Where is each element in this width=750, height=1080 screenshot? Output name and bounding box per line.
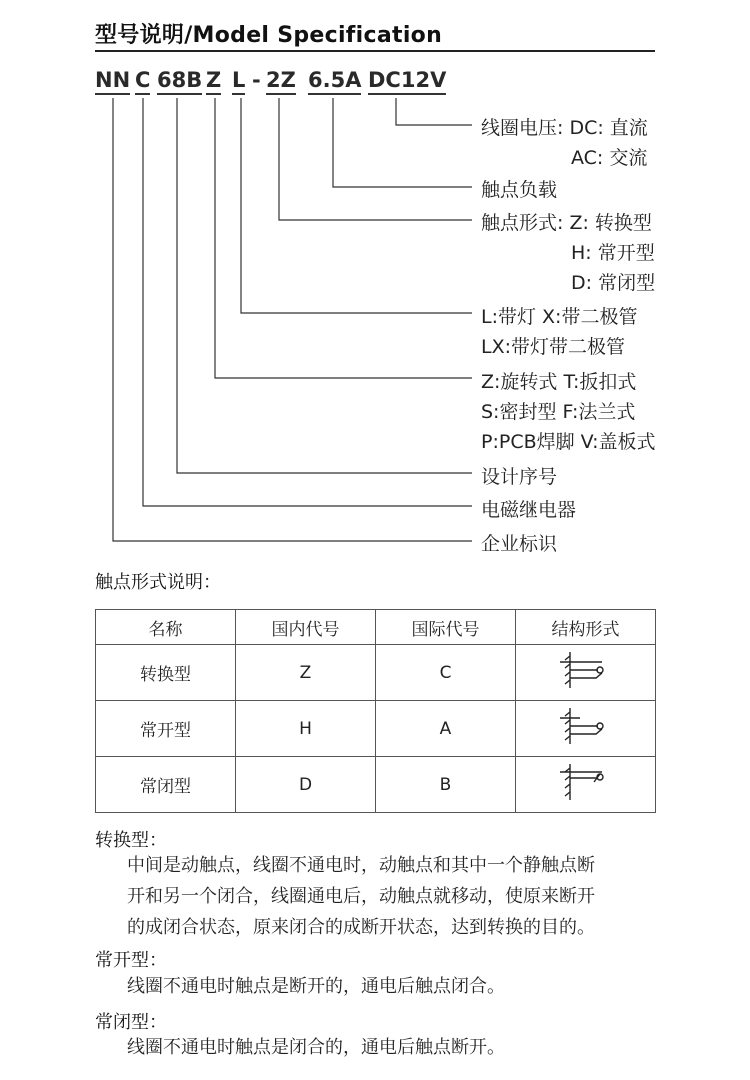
legend-design: 设计序号: [481, 466, 558, 488]
col-header-name: 名称: [96, 610, 236, 645]
normally-closed-title: 常闭型：: [95, 1012, 167, 1033]
legend-voltage: 线圈电压: DC: 直流: [481, 117, 648, 139]
changeover-line-3: 的成闭合状态，原来闭合的成断开状态，达到转换的目的。: [127, 917, 595, 938]
col-header-domestic: 国内代号: [236, 610, 376, 645]
legend-lamp-1: L:带灯 X:带二极管: [481, 306, 638, 328]
leader-design: [177, 98, 472, 473]
normally-open-title: 常开型：: [95, 950, 167, 971]
code-mount: Z: [206, 68, 221, 95]
code-design: 68B: [157, 68, 202, 95]
row-domestic: Z: [236, 645, 376, 701]
legend-mount-1: Z:旋转式 T:扳扣式: [481, 371, 637, 393]
changeover-line-1: 中间是动触点，线圈不通电时，动触点和其中一个静触点断: [127, 855, 595, 876]
table-row: [96, 701, 656, 757]
changeover-title: 转换型：: [95, 830, 167, 851]
code-contact-form: 2Z: [266, 68, 296, 95]
col-header-international: 国际代号: [376, 610, 516, 645]
code-c: C: [135, 68, 150, 95]
row-international: C: [376, 645, 516, 701]
normally-open-text: 线圈不通电时触点是断开的，通电后触点闭合。: [127, 976, 505, 997]
leader-contact-form: [279, 98, 472, 220]
row-name: 转换型: [96, 645, 236, 701]
leader-load: [333, 98, 472, 187]
row-symbol: [516, 757, 656, 813]
row-international: A: [376, 701, 516, 757]
code-dash: -: [252, 68, 261, 92]
legend-lamp-2: LX:带灯带二极管: [481, 336, 626, 358]
row-symbol: [516, 645, 656, 701]
table-section-title: 触点形式说明：: [95, 572, 221, 593]
page-title: 型号说明/Model Specification: [95, 23, 443, 48]
code-nn: NN: [95, 68, 130, 95]
changeover-contact-icon: [556, 648, 616, 692]
code-load: 6.5A: [308, 68, 361, 95]
code-voltage: DC12V: [368, 68, 446, 95]
changeover-line-2: 开和另一个闭合，线圈通电后，动触点就移动，使原来断开: [127, 886, 595, 907]
row-symbol: [516, 701, 656, 757]
row-international: B: [376, 757, 516, 813]
table-row: [96, 645, 656, 701]
legend-contact-form-d: D: 常闭型: [571, 272, 656, 294]
row-domestic: H: [236, 701, 376, 757]
leader-voltage: [396, 98, 472, 125]
legend-contact-form-h: H: 常开型: [571, 242, 655, 264]
leader-company: [113, 98, 472, 541]
table-row: [96, 757, 656, 813]
row-domestic: D: [236, 757, 376, 813]
col-header-structure: 结构形式: [516, 610, 656, 645]
normally-closed-text: 线圈不通电时触点是闭合的，通电后触点断开。: [127, 1037, 505, 1058]
legend-company: 企业标识: [481, 533, 558, 555]
leader-type: [143, 98, 472, 506]
legend-type: 电磁继电器: [481, 499, 577, 521]
contact-form-table: [95, 609, 656, 813]
legend-contact-form: 触点形式: Z: 转换型: [481, 212, 652, 234]
code-lamp: L: [232, 68, 245, 95]
leader-mount: [215, 98, 472, 378]
table-header-row: [96, 610, 656, 645]
normally-open-contact-icon: [556, 704, 616, 748]
legend-mount-2: S:密封型 F:法兰式: [481, 401, 636, 423]
legend-voltage-ac: AC: 交流: [571, 147, 648, 169]
legend-load: 触点负载: [481, 179, 558, 201]
row-name: 常开型: [96, 701, 236, 757]
normally-closed-contact-icon: [556, 760, 616, 804]
row-name: 常闭型: [96, 757, 236, 813]
leader-lamp: [241, 98, 472, 313]
legend-mount-3: P:PCB焊脚 V:盖板式: [481, 431, 656, 453]
